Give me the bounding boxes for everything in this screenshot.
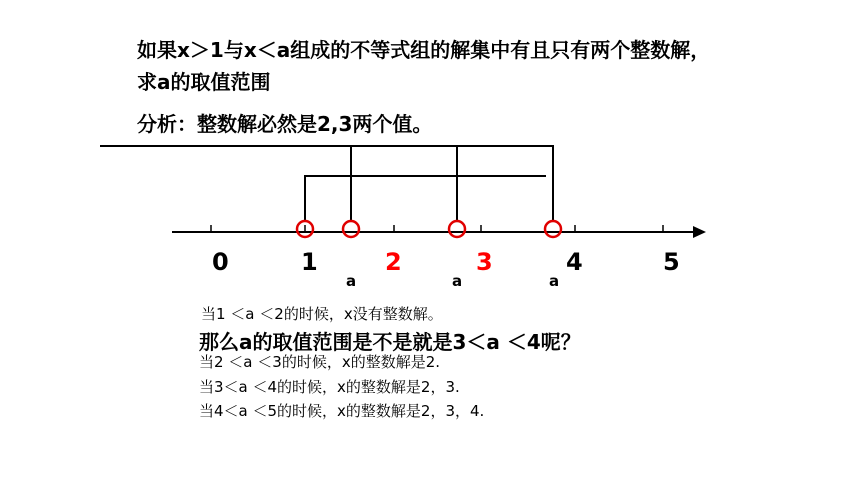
a-label: a [452, 272, 463, 290]
question-line-1: 如果x＞1与x＜a组成的不等式组的解集中有且只有两个整数解， [137, 38, 711, 62]
analysis-text: 分析：整数解必然是2,3两个值。 [137, 112, 433, 136]
x-less-than-a-bracket [100, 146, 553, 220]
tick-label-3: 3 [476, 248, 493, 276]
a-label: a [346, 272, 357, 290]
x-greater-than-1-bracket [305, 176, 546, 220]
axis-arrowhead [693, 226, 706, 238]
follow-up-question: 那么a的取值范围是不是就是3＜a ＜4呢？ [199, 330, 581, 354]
tick-label-5: 5 [663, 248, 680, 276]
case-3-text: 当3＜a ＜4的时候，x的整数解是2，3. [199, 378, 460, 396]
case-4-text: 当4＜a ＜5的时候，x的整数解是2，3，4. [199, 402, 485, 420]
tick-label-0: 0 [212, 248, 229, 276]
case-1-text: 当1 ＜a ＜2的时候，x没有整数解。 [201, 305, 443, 323]
case-2-text: 当2 ＜a ＜3的时候，x的整数解是2. [199, 353, 441, 371]
open-circle [343, 221, 359, 237]
a-label: a [549, 272, 560, 290]
tick-label-1: 1 [301, 248, 318, 276]
question-line-2: 求a的取值范围 [137, 70, 271, 94]
tick-label-4: 4 [566, 248, 583, 276]
open-circle [449, 221, 465, 237]
open-circle [545, 221, 561, 237]
tick-label-2: 2 [385, 248, 402, 276]
